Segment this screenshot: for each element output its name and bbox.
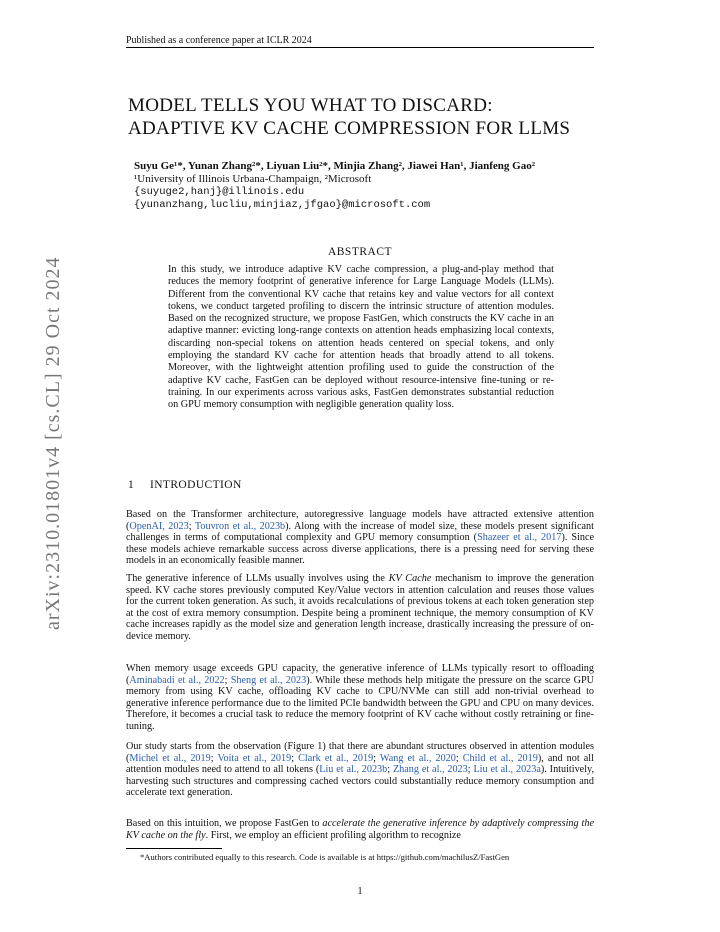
text-span: When memory usage exceeds GPU capacity, the generative inference of LLMs typically resort to offloading ( <box>126 663 594 686</box>
abstract-body: In this study, we introduce adaptive KV cache compression, a plug-and-play method that reduces the memory footprint of generative inference for Large Language Models (LLMs). Different from the conventional KV cache that retains key and value vectors for all context tokens, we conduct targeted profiling to discern the intrinsic structure of attention modules. Based on the recognized structure, we propose FastGen, which constructs the KV cache in an adaptive manner: evicting long-range contexts on attention heads emphasizing local contexts, discarding non-special tokens on attention heads centered on special tokens, and only employing the standard KV cache for attention heads that broadly attend to all tokens. Moreover, with the lightweight attention profiling used to guide the construction of the adaptive KV cache, FastGen can be deployed without resource-intensive fine-tuning or re-training. In our experiments across various asks, FastGen demonstrates substantial reduction on GPU memory consumption with negligible generation quality loss. <box>168 264 554 411</box>
text-span: mechanism to improve the generation speed. KV cache stores previously computed Key/Value vectors in attention calculation and reuses those values for the current token generation. As such, it avoids recalculations of previous tokens at each token generation step at the cost of extra memory consumption. Despite being a prominent technique, the memory consumption of KV cache increases rapidly as the model size and generation length increase, drastically increasing the pressure of on-device memory. <box>126 573 594 642</box>
text-span: ; <box>455 752 463 764</box>
emphasis-term: KV Cache <box>388 573 432 584</box>
text-span: ; <box>387 764 393 776</box>
text-span: Based on the Transformer architecture, autoregressive language models have attracted extensive attention ( <box>126 509 594 532</box>
citation-link[interactable]: Liu et al., 2023b <box>319 764 388 776</box>
citation-link[interactable]: Michel et al., 2019 <box>129 752 211 764</box>
section-title: INTRODUCTION <box>150 479 242 491</box>
text-span: ; <box>210 752 218 764</box>
intro-paragraph-2 <box>126 573 594 643</box>
email-illinois: {suyuge2,hanj}@illinois.edu <box>134 186 305 198</box>
footnote: *Authors contributed equally to this research. Code is available is at https://github.com/machilusZ/FastGen <box>140 852 510 862</box>
citation-link[interactable]: Zhang et al., 2023 <box>392 764 468 776</box>
citation-link[interactable]: Liu et al., 2023a <box>473 764 541 776</box>
text-span: ). Along with the increase of model size, these models present significant challenges in terms of computational complexity and GPU memory consumption ( <box>126 520 594 544</box>
text-span: ). Intuitively, harvesting such structures and compressing cached vectors could substantially reduce memory consumption and accelerate text generation. <box>126 764 595 799</box>
text-span: Our study starts from the observation (Figure 1) that there are abundant structures observed in attention modules ( <box>126 741 594 764</box>
paper-title-line-2: ADAPTIVE KV CACHE COMPRESSION FOR LLMS <box>128 118 571 139</box>
section-number: 1 <box>128 479 135 491</box>
emphasis-phrase: accelerate the generative inference by adaptively compressing the KV cache on the fly <box>126 818 595 841</box>
text-span: . First, we employ an efficient profiling algorithm to recognize <box>205 829 461 841</box>
text-span: ). Since these models achieve remarkable success across diverse applications, there is a pressing need for serving these models in an economically feasible manner. <box>126 532 594 567</box>
citation-link[interactable]: Voita et al., 2019 <box>217 752 292 764</box>
arxiv-identifier: arXiv:2310.01801v4 [cs.CL] 29 Oct 2024 <box>42 256 64 630</box>
citation-link[interactable]: Wang et al., 2020 <box>379 752 456 764</box>
text-span: The generative inference of LLMs usually involves using the <box>126 573 389 584</box>
abstract-heading: ABSTRACT <box>327 246 393 258</box>
page-number: 1 <box>357 886 363 897</box>
intro-paragraph-1 <box>126 509 594 567</box>
text-span: Based on this intuition, we propose FastGen to <box>126 818 323 829</box>
author-list: Suyu Ge¹*, Yunan Zhang²*, Liyuan Liu²*, Minjia Zhang², Jiawei Han¹, Jianfeng Gao² <box>134 160 536 172</box>
citation-link[interactable]: Touvron et al., 2023b <box>194 520 286 532</box>
citation-link[interactable]: Shazeer et al., 2017 <box>477 532 562 544</box>
text-span: ; <box>467 764 474 776</box>
affiliations: ¹University of Illinois Urbana-Champaign, ²Microsoft <box>134 173 372 185</box>
text-span: ; <box>291 752 299 764</box>
intro-paragraph-4 <box>126 741 594 799</box>
running-header: Published as a conference paper at ICLR 2024 <box>126 35 312 46</box>
section-heading <box>128 479 242 491</box>
email-microsoft: {yunanzhang,lucliu,minjiaz,jfgao}@microsoft.com <box>134 199 431 211</box>
citation-link[interactable]: Sheng et al., 2023 <box>230 674 307 686</box>
text-span: ; <box>224 674 231 686</box>
text-span: ). While these methods help mitigate the pressure on the scarce GPU memory from using KV cache, offloading KV cache to CPU/NVMe can still add non-trivial overhead to generative inference performance due to the limited PCIe bandwidth between the GPU and CPU on many devices. Therefore, it becomes a crucial task to reduce the memory footprint of KV cache without costly retraining or fine-tuning. <box>126 674 594 732</box>
header-rule <box>126 47 594 48</box>
citation-link[interactable]: Child et al., 2019 <box>462 752 538 764</box>
intro-paragraph-3 <box>126 663 594 733</box>
text-span: ), and not all attention modules need to attend to all tokens ( <box>126 752 594 776</box>
text-span: ; <box>188 520 195 532</box>
citation-link[interactable]: Aminabadi et al., 2022 <box>129 674 225 686</box>
paper-title-line-1: MODEL TELLS YOU WHAT TO DISCARD: <box>128 95 493 116</box>
citation-link[interactable]: OpenAI, 2023 <box>129 520 189 532</box>
text-span: ; <box>373 752 380 764</box>
citation-link[interactable]: Clark et al., 2019 <box>298 752 374 764</box>
footnote-rule <box>126 848 222 849</box>
intro-paragraph-5 <box>126 818 594 841</box>
